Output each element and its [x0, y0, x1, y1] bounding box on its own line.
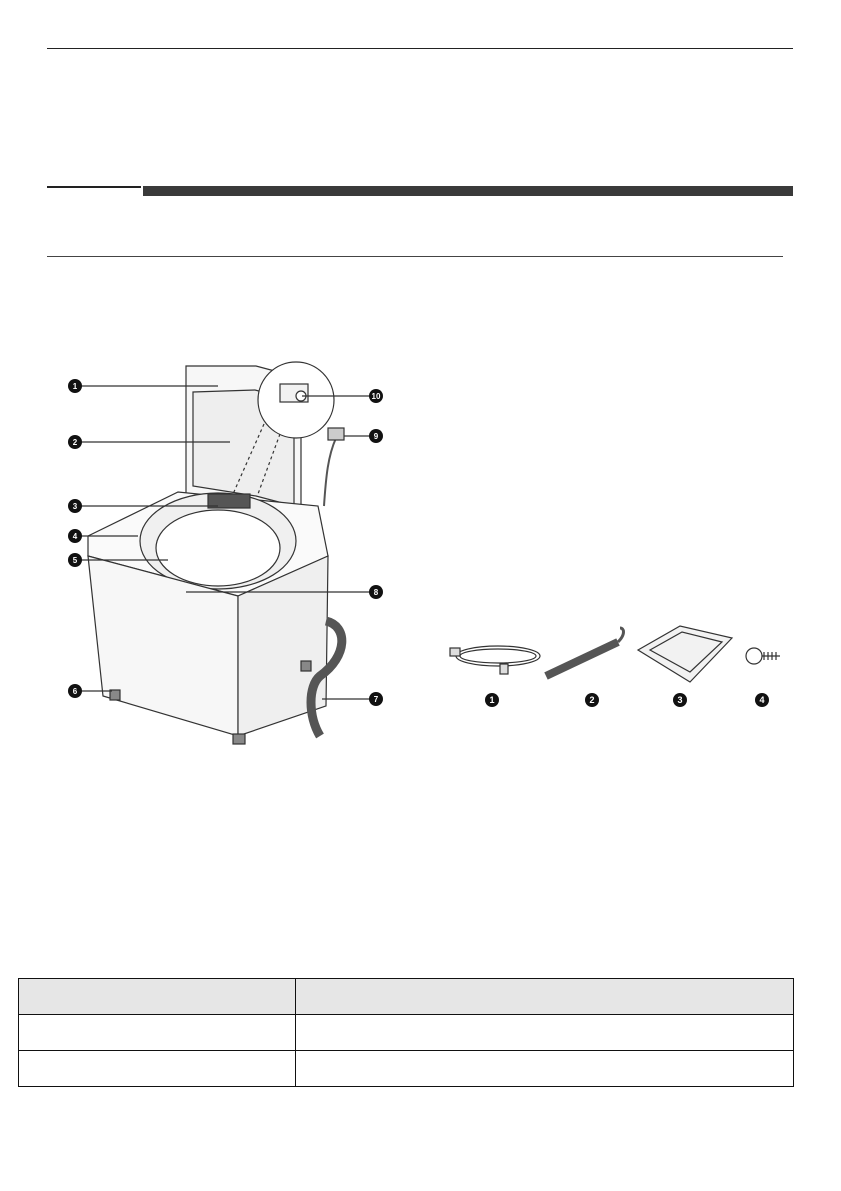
power-plug — [328, 428, 344, 440]
inlet-hose-connector-2 — [500, 664, 508, 674]
tub-inner — [156, 510, 280, 586]
accessory-callouts — [485, 693, 769, 707]
front-leg-right — [233, 734, 245, 744]
callout-10: 10 — [371, 392, 381, 401]
callout-4: 4 — [72, 532, 78, 541]
callout-3: 3 — [72, 502, 78, 511]
drain-hose-elbow — [618, 628, 624, 642]
callout-2: 2 — [72, 438, 78, 447]
callout-8: 8 — [373, 588, 379, 597]
table-cell — [19, 1051, 296, 1087]
callout-1: 1 — [72, 382, 78, 391]
callout-9: 9 — [373, 432, 379, 441]
washer-parts-figure — [58, 356, 398, 756]
power-cord — [324, 438, 336, 506]
table-header-cell — [19, 979, 296, 1015]
acc-callout-4: 4 — [759, 695, 765, 705]
callout-5: 5 — [72, 556, 78, 565]
subsection-rule — [47, 256, 783, 257]
callout-6: 6 — [72, 687, 78, 696]
callout-7: 7 — [373, 695, 379, 704]
table-cell — [19, 1015, 296, 1051]
header-rule — [47, 48, 793, 49]
cap-sheet-icon — [638, 626, 732, 682]
acc-callout-3: 3 — [677, 695, 683, 705]
screw-thread-icon — [762, 652, 780, 660]
acc-callout-2: 2 — [589, 695, 595, 705]
table-header-cell — [296, 979, 794, 1015]
accessories-figure — [440, 620, 790, 720]
rear-leg — [301, 661, 311, 671]
inlet-hose-inner-icon — [460, 649, 536, 663]
drain-hose-icon — [546, 642, 618, 676]
section-heading-bar — [47, 186, 793, 196]
spec-table — [18, 978, 794, 1087]
inlet-hose-connector — [450, 648, 460, 656]
table-header-row — [19, 979, 794, 1015]
section-bar-dark-segment — [143, 186, 793, 196]
table-cell — [296, 1051, 794, 1087]
section-bar-left-segment — [47, 186, 141, 188]
acc-callout-1: 1 — [489, 695, 495, 705]
table-row — [19, 1051, 794, 1087]
screw-head-icon — [746, 648, 762, 664]
table-row — [19, 1015, 794, 1051]
table-cell — [296, 1015, 794, 1051]
